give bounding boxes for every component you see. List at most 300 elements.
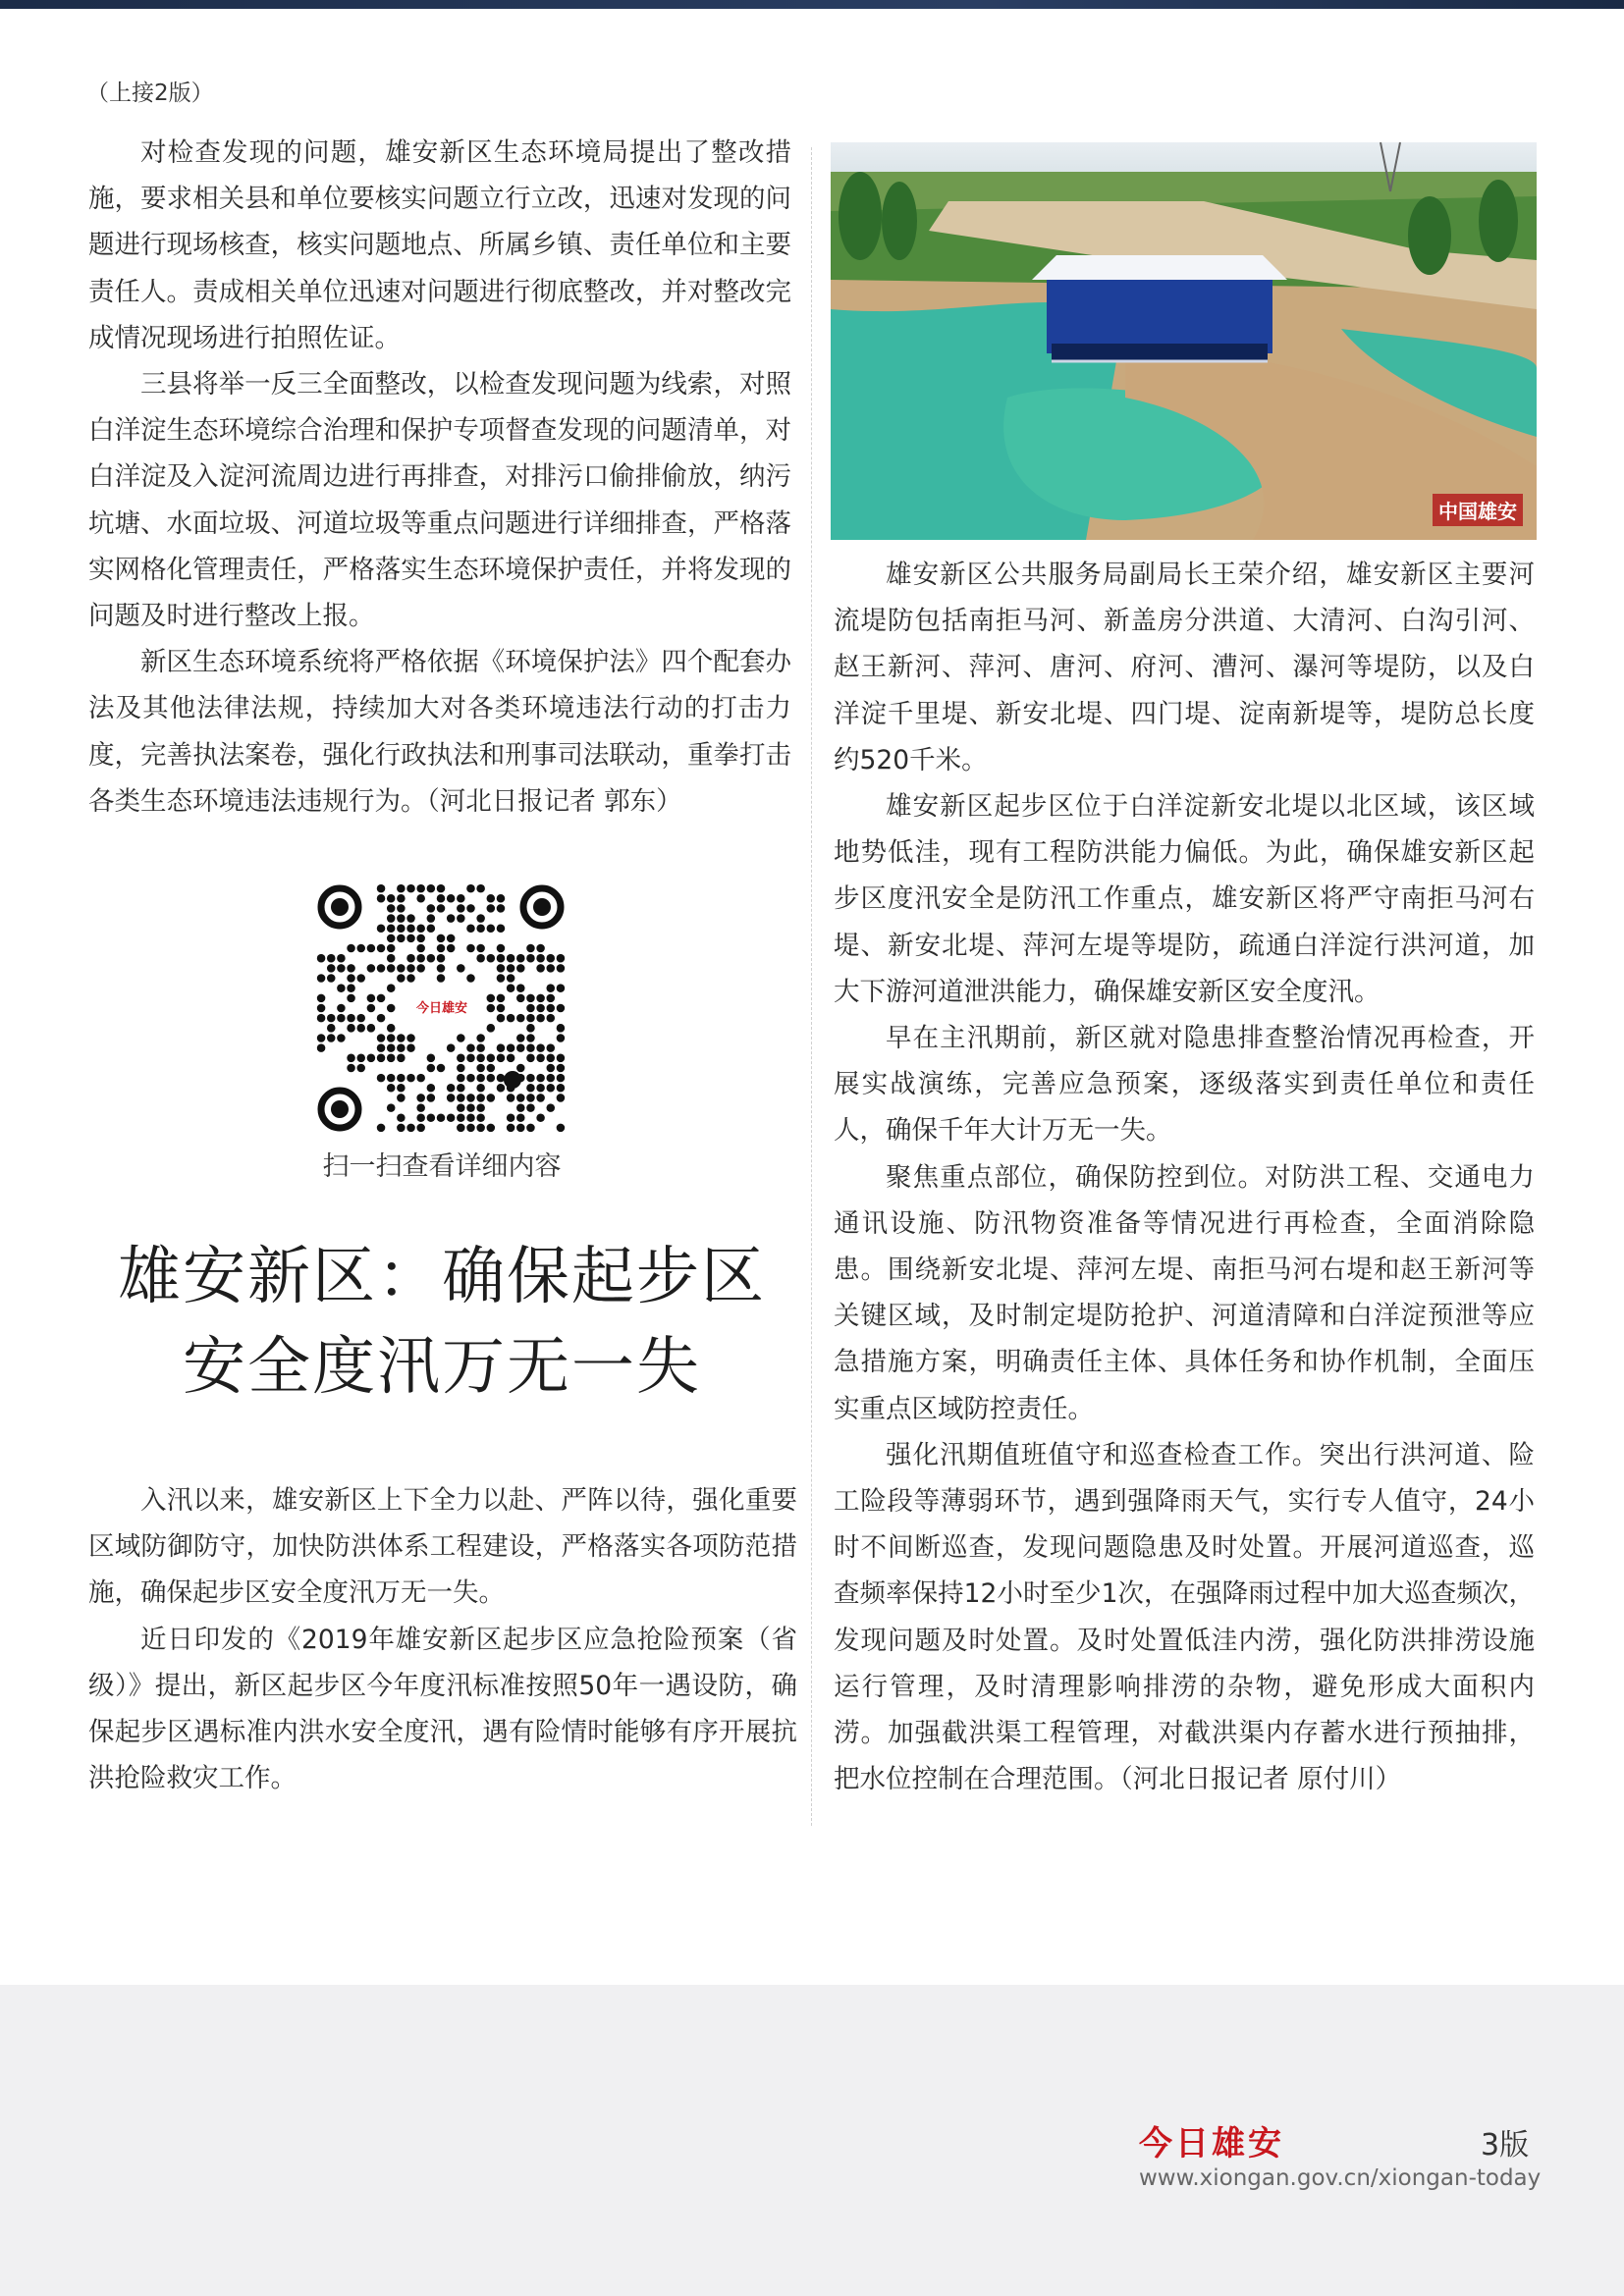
qr-dot bbox=[497, 964, 506, 973]
qr-dot bbox=[526, 1054, 535, 1063]
paragraph: 雄安新区公共服务局副局长王荣介绍，雄安新区主要河流堤防包括南拒马河、新盖房分洪道、大清河、白沟引河、赵王新河、萍河、唐河、府河、漕河、瀑河等堤防，以及白洋淀千里堤、新安北堤、四门堤、淀南新堤等，堤防总长度约520千米。 bbox=[834, 560, 1535, 775]
qr-dot bbox=[546, 964, 555, 973]
qr-dot bbox=[546, 1004, 555, 1013]
paragraph: 早在主汛期前，新区就对隐患排查整治情况再检查，开展实战演练，完善应急预案，逐级落实到责任单位和责任人，确保千年大计万无一失。 bbox=[834, 1023, 1535, 1147]
qr-code-block[interactable] bbox=[316, 883, 566, 1137]
qr-dot bbox=[447, 1084, 456, 1093]
qr-dot bbox=[526, 1004, 535, 1013]
qr-dot bbox=[397, 1094, 406, 1102]
qr-dot bbox=[397, 924, 406, 933]
qr-dot bbox=[487, 1074, 496, 1083]
qr-dot bbox=[497, 904, 506, 913]
footer bbox=[0, 1985, 1624, 2296]
qr-dot bbox=[377, 964, 386, 973]
qr-dot bbox=[367, 1004, 376, 1013]
qr-dot bbox=[546, 1064, 555, 1073]
qr-dot bbox=[536, 1074, 545, 1083]
qr-dot bbox=[317, 974, 326, 983]
qr-dot bbox=[466, 1094, 475, 1102]
qr-dot bbox=[427, 884, 436, 893]
qr-dot bbox=[457, 1084, 465, 1093]
qr-dot bbox=[557, 984, 566, 992]
qr-dot bbox=[516, 1043, 525, 1052]
qr-dot bbox=[387, 954, 396, 963]
qr-dot bbox=[536, 1113, 545, 1122]
qr-dot bbox=[526, 1034, 535, 1042]
qr-dot bbox=[466, 924, 475, 933]
qr-dot bbox=[356, 1024, 365, 1033]
qr-dot bbox=[546, 1084, 555, 1093]
qr-dot bbox=[457, 1124, 465, 1133]
aerial-photo bbox=[831, 142, 1537, 540]
article-headline bbox=[79, 1232, 805, 1413]
qr-dot bbox=[356, 1064, 365, 1073]
qr-dot bbox=[327, 954, 336, 963]
qr-dot bbox=[487, 1024, 496, 1033]
qr-dot bbox=[526, 1024, 535, 1033]
qr-dot bbox=[516, 964, 525, 973]
qr-dot bbox=[416, 964, 425, 973]
qr-dot bbox=[387, 1004, 396, 1013]
qr-dot bbox=[457, 904, 465, 913]
qr-dot bbox=[536, 964, 545, 973]
qr-dot bbox=[457, 964, 465, 973]
qr-dot bbox=[347, 1054, 355, 1063]
qr-dot bbox=[516, 994, 525, 1003]
photo-watermark: 中国雄安 bbox=[1433, 494, 1523, 526]
paragraph: 强化汛期值班值守和巡查检查工作。突出行洪河道、险工险段等薄弱环节，遇到强降雨天气，实行专人值守，24小时不间断巡查，发现问题隐患及时处置。开展河道巡查，巡查频率保持12小时至少1次，在强降雨过程中加大巡查频次，发现问题及时处置。及时处置低洼内涝，强化防洪排涝设施运行管理，及时清理影响排涝的杂物，避免形成大面积内涝。加强截洪渠工程管理，对截洪渠内存蓄水进行预抽排，把水位控制在合理范围。（河北日报记者 原付川） bbox=[834, 1439, 1535, 1795]
qr-dot bbox=[437, 964, 446, 973]
qr-dot bbox=[387, 944, 396, 953]
qr-dot bbox=[526, 1084, 535, 1093]
page-number: 3版 bbox=[1481, 2128, 1530, 2163]
qr-dot bbox=[457, 1094, 465, 1102]
qr-dot bbox=[397, 934, 406, 943]
qr-dot bbox=[447, 944, 456, 953]
paragraph: 近日印发的《2019年雄安新区起步区应急抢险预案（省级）》提出，新区起步区今年度汛标准按照50年一遇设防，确保起步区遇标准内洪水安全度汛，遇有险情时能够有序开展抗洪抢险救灾工作。 bbox=[88, 1624, 797, 1794]
qr-dot bbox=[347, 994, 355, 1003]
qr-dot bbox=[476, 1103, 485, 1112]
qr-dot bbox=[406, 914, 415, 923]
qr-dot bbox=[367, 1054, 376, 1063]
qr-dot bbox=[466, 1103, 475, 1112]
qr-dot bbox=[377, 924, 386, 933]
qr-dot bbox=[416, 1113, 425, 1122]
qr-dot bbox=[327, 964, 336, 973]
qr-dot bbox=[317, 1043, 326, 1052]
qr-dot bbox=[327, 1014, 336, 1023]
qr-dot bbox=[387, 1074, 396, 1083]
qr-dot bbox=[416, 884, 425, 893]
qr-dot bbox=[457, 1034, 465, 1042]
qr-dot bbox=[466, 1124, 475, 1133]
qr-dot bbox=[447, 934, 456, 943]
qr-dot bbox=[557, 1094, 566, 1102]
qr-dot bbox=[466, 1043, 475, 1052]
qr-dot bbox=[327, 1034, 336, 1042]
qr-dot bbox=[497, 954, 506, 963]
qr-dot bbox=[437, 934, 446, 943]
qr-dot bbox=[406, 1074, 415, 1083]
qr-dot bbox=[476, 1113, 485, 1122]
qr-dot bbox=[397, 1084, 406, 1093]
qr-dot bbox=[497, 1014, 506, 1023]
qr-dot bbox=[536, 1094, 545, 1102]
qr-dot bbox=[476, 954, 485, 963]
qr-dot bbox=[507, 1124, 515, 1133]
qr-dot bbox=[536, 1054, 545, 1063]
qr-dot bbox=[487, 894, 496, 903]
column-divider bbox=[811, 147, 812, 1826]
qr-dot bbox=[377, 1014, 386, 1023]
qr-dot bbox=[497, 894, 506, 903]
qr-dot bbox=[397, 1043, 406, 1052]
qr-dot bbox=[387, 1054, 396, 1063]
qr-dot bbox=[536, 1084, 545, 1093]
paragraph: 三县将举一反三全面整改，以检查发现问题为线索，对照白洋淀生态环境综合治理和保护专项督查发现的问题清单，对白洋淀及入淀河流周边进行再排查，对排污口偷排偷放，纳污坑塘、水面垃圾、河道垃圾等重点问题进行详细排查，严格落实网格化管理责任，严格落实生态环境保护责任，并将发现的问题及时进行整改上报。 bbox=[88, 369, 791, 632]
qr-dot bbox=[397, 1113, 406, 1122]
qr-dot bbox=[497, 994, 506, 1003]
qr-dot bbox=[497, 1054, 506, 1063]
footer-url-link[interactable]: www.xiongan.gov.cn/xiongan-today bbox=[1139, 2165, 1542, 2191]
qr-dot bbox=[557, 1064, 566, 1073]
qr-dot bbox=[387, 1024, 396, 1033]
paragraph: 入汛以来，雄安新区上下全力以赴、严阵以待，强化重要区域防御防守，加快防洪体系工程建设，严格落实各项防范措施，确保起步区安全度汛万无一失。 bbox=[88, 1485, 797, 1609]
qr-dot bbox=[387, 1103, 396, 1112]
headline-line: 雄安新区：确保起步区 bbox=[118, 1241, 766, 1313]
qr-dot bbox=[447, 1113, 456, 1122]
qr-dot bbox=[337, 984, 346, 992]
qr-dot bbox=[466, 904, 475, 913]
qr-dot bbox=[327, 1024, 336, 1033]
qr-code[interactable] bbox=[316, 883, 566, 1133]
qr-dot bbox=[516, 1103, 525, 1112]
qr-dot bbox=[457, 1064, 465, 1073]
qr-dot bbox=[397, 964, 406, 973]
qr-dot bbox=[526, 1043, 535, 1052]
qr-dot bbox=[557, 964, 566, 973]
qr-dot bbox=[466, 1054, 475, 1063]
qr-dot bbox=[546, 1043, 555, 1052]
qr-dot bbox=[416, 1074, 425, 1083]
qr-dot bbox=[356, 974, 365, 983]
qr-dot bbox=[526, 994, 535, 1003]
qr-dot bbox=[397, 1074, 406, 1083]
qr-dot bbox=[557, 1054, 566, 1063]
qr-dot bbox=[466, 1074, 475, 1083]
qr-dot bbox=[327, 974, 336, 983]
qr-dot bbox=[427, 1064, 436, 1073]
qr-dot bbox=[406, 884, 415, 893]
qr-dot bbox=[526, 944, 535, 953]
qr-dot bbox=[476, 1064, 485, 1073]
qr-dot bbox=[557, 1124, 566, 1133]
qr-dot bbox=[367, 994, 376, 1003]
qr-dot bbox=[476, 884, 485, 893]
qr-dot bbox=[526, 1014, 535, 1023]
qr-dot bbox=[347, 944, 355, 953]
qr-dot bbox=[507, 974, 515, 983]
qr-dot bbox=[317, 1034, 326, 1042]
qr-dot bbox=[347, 984, 355, 992]
qr-dot bbox=[497, 924, 506, 933]
qr-dot bbox=[526, 954, 535, 963]
qr-dot bbox=[317, 1014, 326, 1023]
qr-dot bbox=[466, 884, 475, 893]
qr-dot bbox=[457, 894, 465, 903]
qr-dot bbox=[387, 904, 396, 913]
qr-dot bbox=[416, 1103, 425, 1112]
qr-dot bbox=[437, 904, 446, 913]
qr-dot bbox=[536, 1014, 545, 1023]
qr-dot bbox=[536, 944, 545, 953]
qr-dot bbox=[457, 1103, 465, 1112]
qr-dot bbox=[406, 934, 415, 943]
paragraph: 聚焦重点部位，确保防控到位。对防洪工程、交通电力通讯设施、防汛物资准备等情况进行再检查，全面消除隐患。围绕新安北堤、萍河左堤、南拒马河右堤和赵王新河等关键区域，及时制定堤防抢护、河道清障和白洋淀预泄等应急措施方案，明确责任主体、具体任务和协作机制，全面压实重点区域防控责任。 bbox=[834, 1161, 1535, 1424]
qr-dot bbox=[497, 1043, 506, 1052]
qr-dot bbox=[487, 954, 496, 963]
qr-dot bbox=[427, 1094, 436, 1102]
qr-dot bbox=[507, 1014, 515, 1023]
qr-dot bbox=[437, 954, 446, 963]
qr-dot bbox=[536, 954, 545, 963]
qr-dot bbox=[416, 924, 425, 933]
qr-caption: 扫一扫查看详细内容 bbox=[322, 1151, 562, 1182]
paragraph: 对检查发现的问题，雄安新区生态环境局提出了整改措施，要求相关县和单位要核实问题立行立改，迅速对发现的问题进行现场核查，核实问题地点、所属乡镇、责任单位和主要责任人。责成相关单位迅速对问题进行彻底整改，并对整改完成情况现场进行拍照佐证。 bbox=[88, 137, 791, 353]
qr-dot bbox=[526, 1094, 535, 1102]
qr-dot bbox=[416, 944, 425, 953]
qr-dot bbox=[476, 1054, 485, 1063]
qr-dot bbox=[497, 1084, 506, 1093]
qr-dot bbox=[546, 1074, 555, 1083]
qr-dot bbox=[447, 914, 456, 923]
qr-dot bbox=[457, 1054, 465, 1063]
qr-dot bbox=[317, 954, 326, 963]
qr-dot bbox=[516, 1124, 525, 1133]
qr-dot bbox=[516, 1064, 525, 1073]
qr-dot bbox=[416, 894, 425, 903]
footer-brand-logo: 今日雄安 bbox=[1139, 2124, 1284, 2163]
qr-dot bbox=[347, 1014, 355, 1023]
qr-dot bbox=[397, 884, 406, 893]
qr-dot bbox=[397, 1124, 406, 1133]
qr-dot bbox=[406, 924, 415, 933]
qr-dot bbox=[526, 1074, 535, 1083]
qr-dot bbox=[317, 994, 326, 1003]
qr-dot bbox=[387, 1034, 396, 1042]
qr-dot bbox=[487, 1124, 496, 1133]
qr-dot bbox=[497, 944, 506, 953]
qr-dot bbox=[337, 954, 346, 963]
qr-dot bbox=[476, 914, 485, 923]
qr-dot bbox=[557, 1074, 566, 1083]
qr-dot bbox=[406, 964, 415, 973]
qr-dot bbox=[387, 924, 396, 933]
qr-dot bbox=[497, 1004, 506, 1013]
qr-dot bbox=[466, 944, 475, 953]
qr-dot bbox=[546, 1103, 555, 1112]
qr-dot bbox=[557, 1034, 566, 1042]
qr-dot bbox=[476, 1074, 485, 1083]
qr-dot bbox=[466, 1113, 475, 1122]
qr-dot bbox=[466, 974, 475, 983]
qr-dot bbox=[507, 1054, 515, 1063]
qr-dot bbox=[427, 1084, 436, 1093]
qr-dot bbox=[377, 994, 386, 1003]
qr-dot bbox=[476, 1124, 485, 1133]
qr-dot bbox=[546, 954, 555, 963]
qr-dot bbox=[427, 914, 436, 923]
qr-dot bbox=[427, 904, 436, 913]
qr-dot bbox=[516, 1094, 525, 1102]
qr-dot bbox=[476, 1043, 485, 1052]
qr-dot bbox=[476, 944, 485, 953]
qr-dot bbox=[397, 974, 406, 983]
qr-dot bbox=[356, 1054, 365, 1063]
qr-dot bbox=[406, 1043, 415, 1052]
qr-dot bbox=[337, 1004, 346, 1013]
qr-dot bbox=[516, 954, 525, 963]
headline-line: 安全度汛万无一失 bbox=[183, 1331, 701, 1404]
qr-dot bbox=[507, 954, 515, 963]
qr-dot bbox=[557, 1004, 566, 1013]
qr-dot bbox=[437, 1113, 446, 1122]
qr-dot bbox=[487, 924, 496, 933]
qr-dot bbox=[447, 1043, 456, 1052]
qr-dot bbox=[356, 944, 365, 953]
qr-dot bbox=[427, 1054, 436, 1063]
paragraph: 雄安新区起步区位于白洋淀新安北堤以北区域，该区域地势低洼，现有工程防洪能力偏低。为此，确保雄安新区起步区度汛安全是防汛工作重点，雄安新区将严守南拒马河右堤、新安北堤、萍河左堤等堤防，疏通白洋淀行洪河道，加大下游河道泄洪能力，确保雄安新区安全度汛。 bbox=[834, 791, 1535, 1007]
continued-note: （上接2版） bbox=[86, 80, 214, 106]
qr-dot bbox=[397, 904, 406, 913]
qr-dot bbox=[557, 954, 566, 963]
qr-dot bbox=[356, 1014, 365, 1023]
qr-dot bbox=[406, 1034, 415, 1042]
qr-dot bbox=[546, 1054, 555, 1063]
qr-dot bbox=[497, 974, 506, 983]
qr-dot bbox=[427, 924, 436, 933]
qr-dot bbox=[397, 894, 406, 903]
qr-dot bbox=[507, 1094, 515, 1102]
qr-dot bbox=[387, 934, 396, 943]
qr-dot bbox=[367, 944, 376, 953]
qr-center-label: 今日雄安 bbox=[415, 1001, 468, 1016]
qr-dot bbox=[437, 974, 446, 983]
paragraph: 新区生态环境系统将严格依据《环境保护法》四个配套办法及其他法律法规，持续加大对各类环境违法行动的打击力度，完善执法案卷，强化行政执法和刑事司法联动，重拳打击各类生态环境违法违规行为。（河北日报记者 郭东） bbox=[88, 647, 791, 817]
qr-dot bbox=[387, 894, 396, 903]
qr-dot bbox=[377, 884, 386, 893]
qr-dot bbox=[406, 954, 415, 963]
qr-dot bbox=[387, 914, 396, 923]
qr-dot bbox=[546, 994, 555, 1003]
qr-dot bbox=[377, 1043, 386, 1052]
left-column-top bbox=[88, 130, 791, 825]
qr-dot bbox=[457, 914, 465, 923]
qr-dot bbox=[377, 944, 386, 953]
qr-dot bbox=[516, 984, 525, 992]
qr-dot bbox=[367, 1024, 376, 1033]
qr-dot bbox=[377, 894, 386, 903]
qr-dot bbox=[416, 954, 425, 963]
qr-dot bbox=[397, 914, 406, 923]
qr-dot bbox=[387, 964, 396, 973]
qr-dot bbox=[427, 1113, 436, 1122]
qr-dot bbox=[476, 1084, 485, 1093]
qr-dot bbox=[347, 964, 355, 973]
qr-dot bbox=[397, 1034, 406, 1042]
qr-dot bbox=[437, 894, 446, 903]
qr-dot bbox=[487, 1064, 496, 1073]
qr-dot bbox=[476, 1094, 485, 1102]
qr-dot bbox=[487, 1094, 496, 1102]
qr-dot bbox=[546, 984, 555, 992]
qr-dot bbox=[487, 904, 496, 913]
qr-dot bbox=[557, 1084, 566, 1093]
qr-dot bbox=[406, 974, 415, 983]
qr-dot bbox=[437, 884, 446, 893]
qr-dot bbox=[526, 1103, 535, 1112]
qr-dot bbox=[406, 1124, 415, 1133]
qr-dot bbox=[487, 1054, 496, 1063]
qr-dot bbox=[416, 1094, 425, 1102]
qr-dot bbox=[437, 1064, 446, 1073]
qr-dot bbox=[447, 894, 456, 903]
qr-dot bbox=[387, 1084, 396, 1093]
qr-dot bbox=[337, 1034, 346, 1042]
aerial-photo-illustration bbox=[831, 142, 1537, 540]
qr-dot bbox=[337, 964, 346, 973]
qr-dot bbox=[377, 1074, 386, 1083]
qr-dot bbox=[487, 994, 496, 1003]
top-accent-bar bbox=[0, 0, 1624, 9]
qr-dot bbox=[377, 1034, 386, 1042]
qr-dot bbox=[457, 1113, 465, 1122]
qr-dot bbox=[536, 994, 545, 1003]
qr-dot bbox=[337, 1014, 346, 1023]
left-column-bottom bbox=[88, 1477, 797, 1801]
qr-dot bbox=[387, 984, 396, 992]
qr-dot bbox=[507, 1113, 515, 1122]
qr-dot bbox=[437, 944, 446, 953]
qr-dot bbox=[427, 954, 436, 963]
qr-dot bbox=[416, 934, 425, 943]
qr-dot bbox=[377, 1124, 386, 1133]
qr-dot bbox=[516, 1113, 525, 1122]
qr-dot bbox=[516, 1034, 525, 1042]
qr-dot bbox=[557, 1024, 566, 1033]
right-column bbox=[834, 552, 1535, 1802]
qr-dot bbox=[457, 1074, 465, 1083]
qr-dot bbox=[497, 1074, 506, 1083]
qr-dot bbox=[536, 1004, 545, 1013]
qr-dot bbox=[526, 1124, 535, 1133]
qr-dot bbox=[347, 974, 355, 983]
qr-dot bbox=[536, 1043, 545, 1052]
qr-dot bbox=[546, 1014, 555, 1023]
qr-dot bbox=[516, 1014, 525, 1023]
qr-dot bbox=[507, 1043, 515, 1052]
qr-dot bbox=[507, 964, 515, 973]
qr-dot bbox=[416, 1124, 425, 1133]
qr-dot bbox=[377, 1054, 386, 1063]
qr-dot bbox=[347, 1064, 355, 1073]
qr-dot bbox=[397, 1054, 406, 1063]
qr-dot bbox=[387, 1043, 396, 1052]
qr-dot bbox=[487, 1004, 496, 1013]
qr-dot bbox=[347, 1024, 355, 1033]
qr-dot bbox=[476, 924, 485, 933]
qr-dot bbox=[317, 1004, 326, 1013]
